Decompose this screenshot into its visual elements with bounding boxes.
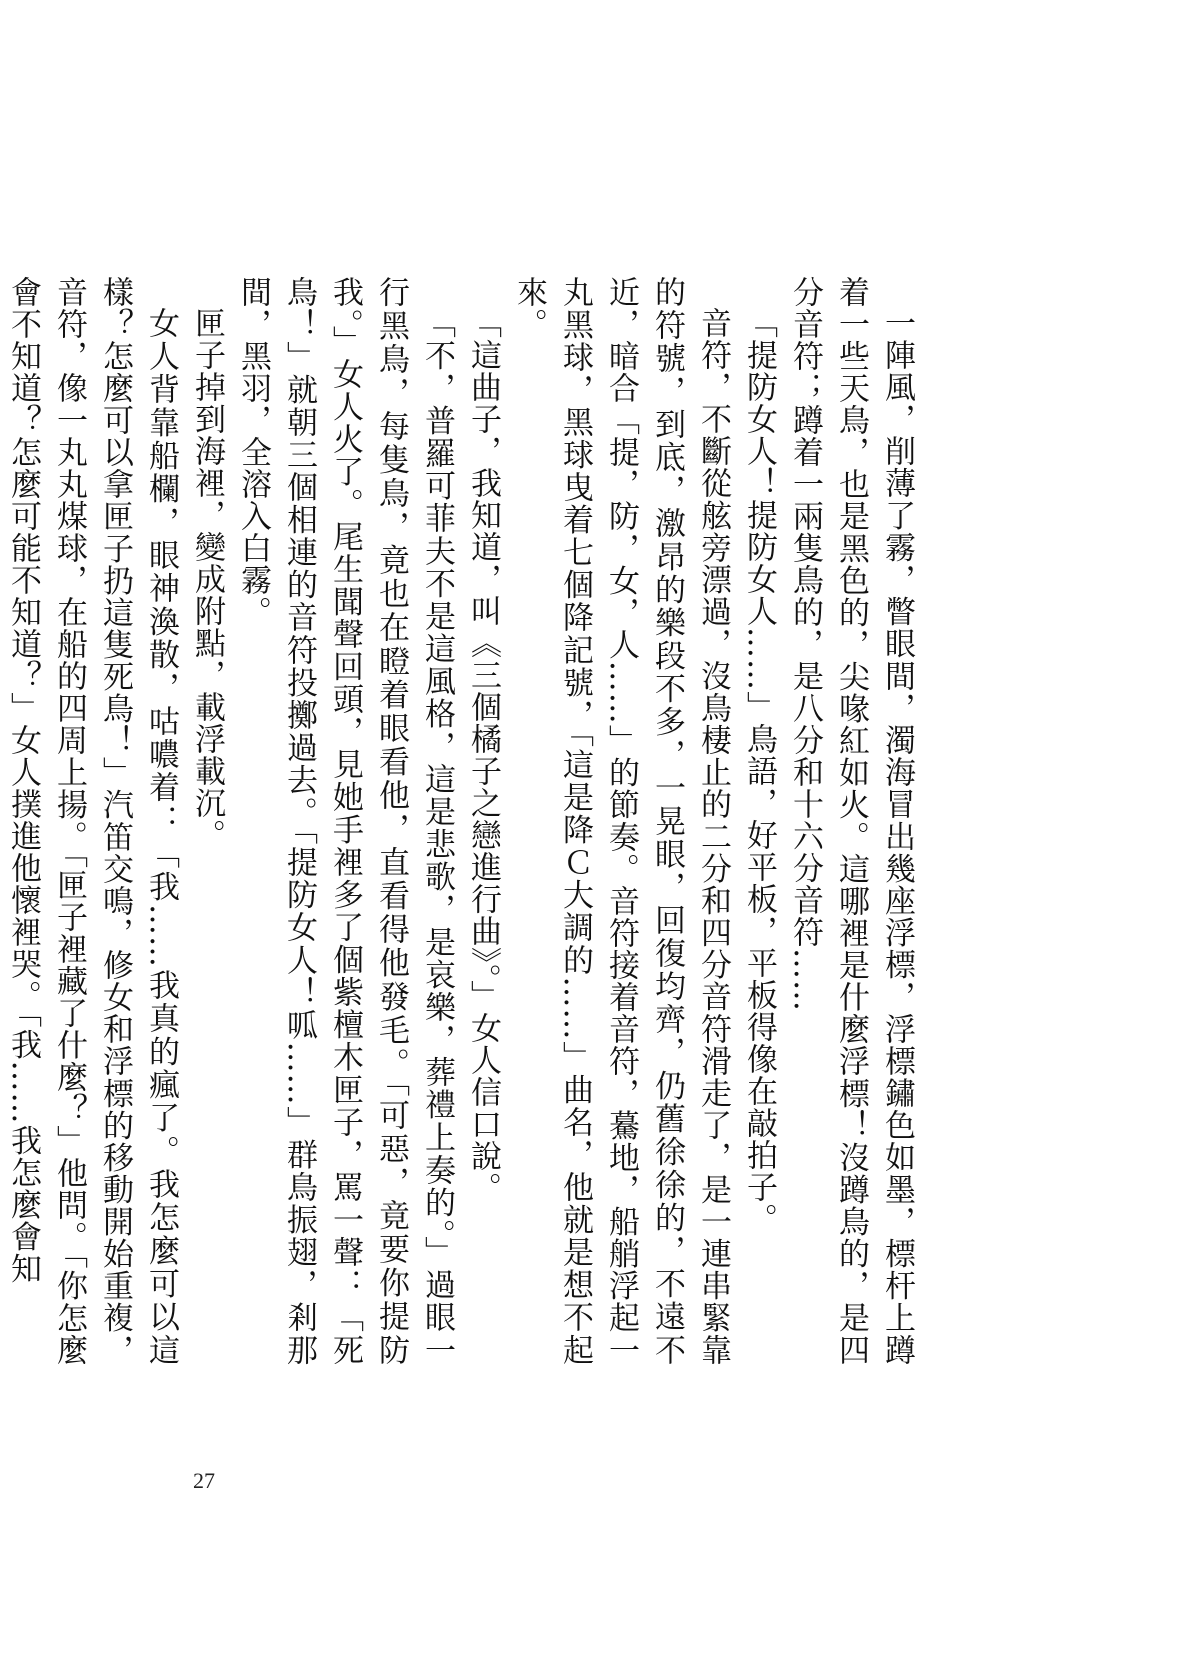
paragraph: 音符，不斷從舷旁漂過，沒鳥棲止的二分和四分音符滑走了，是一連串緊靠的符號，到底，激昂的樂段不多，一晃眼，回復均齊，仍舊徐徐的，不遠不近，暗合「提，防，女，人……」的節奏。音符接着音符，驀地，船艄浮起一丸黑球，黑球曳着七個降記號，「這是降Ｃ大調的……」曲名，他就是想不起來。 <box>511 276 731 1366</box>
body-text <box>5 276 920 1366</box>
paragraph: 匣子掉到海裡，變成附點，載浮載沉。 <box>189 307 225 851</box>
paragraph: 女人背靠船欄，眼神渙散，咕噥着：「我……我真的瘋了。我怎麼可以這樣？怎麼可以拿匣子扔這隻死鳥！」汽笛交鳴，修女和浮標的移動開始重複，音符，像一丸丸煤球，在船的四周上揚。「匣子裡藏了什麼？」他問。「你怎麼會不知道？怎麼可能不知道？」女人撲進他懷裡哭。「我……我怎麼會知 <box>5 276 179 1366</box>
paragraph: 「這曲子，我知道，叫《三個橘子之戀進行曲》。」女人信口說。 <box>465 307 501 1204</box>
paragraph: 一陣風，削薄了霧，瞥眼間，濁海冒出幾座浮標，浮標鏽色如墨，標杆上蹲着一些天鳥，也是黑色的，尖喙紅如火。這哪裡是什麼浮標！沒蹲鳥的，是四分音符；蹲着一兩隻鳥的，是八分和十六分音符…… <box>787 276 915 1366</box>
page-number: 27 <box>193 1468 215 1493</box>
paragraph: 「提防女人！提防女人……」鳥語，好平板，平板得像在敲拍子。 <box>741 307 777 1235</box>
paragraph: 「不，普羅可菲夫不是這風格，這是悲歌，是哀樂，葬禮上奏的。」過眼一行黑鳥，每隻鳥，竟也在瞪着眼看他，直看得他發毛。「可惡，竟要你提防我。」女人火了。尾生聞聲回頭，見她手裡多了個紫檀木匣子，罵一聲：「死鳥！」就朝三個相連的音符投擲過去。「提防女人！呱……」群鳥振翅，剎那間，黑羽，全溶入白霧。 <box>235 276 455 1366</box>
